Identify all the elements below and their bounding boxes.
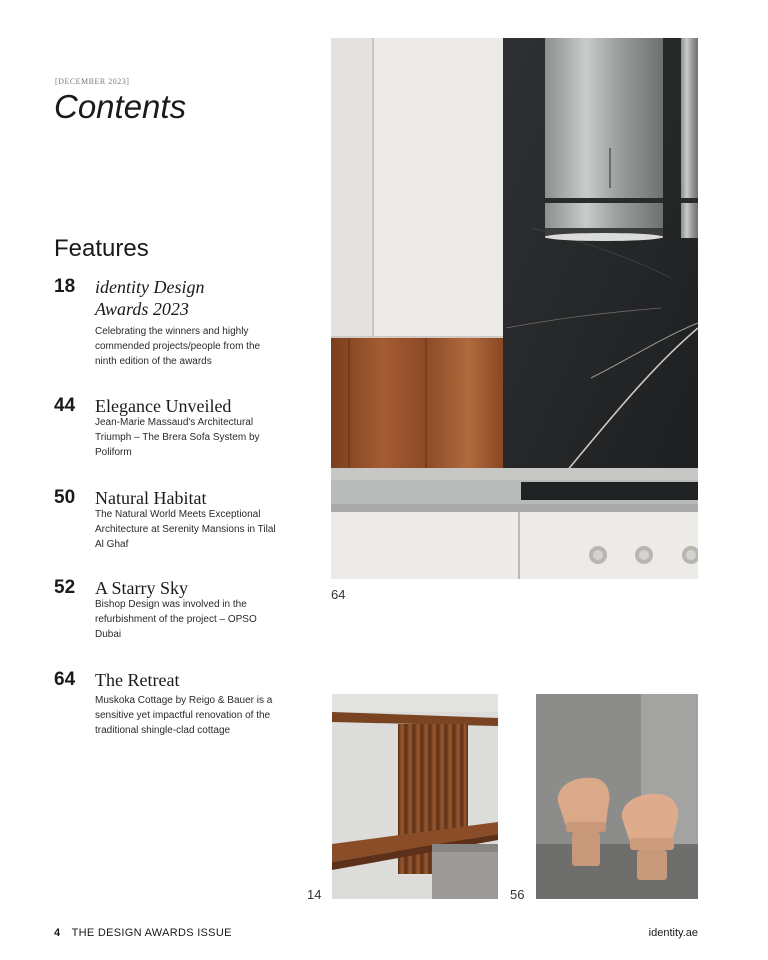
- footer-issue: [54, 927, 232, 939]
- feature-title[interactable]: Elegance Unveiled: [95, 396, 232, 416]
- feature-page-number: 52: [54, 577, 76, 598]
- kitchen-photo[interactable]: [331, 38, 698, 579]
- kitchen-illustration: [331, 38, 698, 579]
- feature-description: Jean-Marie Massaud's Architectural Triumph – The Brera Sofa System by Poliform: [95, 417, 260, 458]
- issue-date: [DECEMBER 2023]: [55, 77, 130, 86]
- footer-issue-name: THE DESIGN AWARDS ISSUE: [71, 927, 232, 939]
- footer-website-link[interactable]: identity.ae: [648, 927, 698, 939]
- kitchen-photo-caption: 64: [331, 587, 346, 602]
- shelf-photo[interactable]: [332, 694, 498, 899]
- feature-page-number: 50: [54, 487, 76, 508]
- feature-description: Bishop Design was involved in the refurbishment of the project – OPSO Dubai: [95, 599, 257, 640]
- feature-description: Celebrating the winners and highly commended projects/people from the ninth edition of the awards: [95, 326, 261, 367]
- feature-title[interactable]: A Starry Sky: [95, 578, 189, 598]
- feature-page-number: 44: [54, 395, 76, 416]
- chairs-illustration: [536, 694, 698, 899]
- feature-description: The Natural World Meets Exceptional Architecture at Serenity Mansions in Tilal Al Ghaf: [95, 509, 276, 550]
- feature-title[interactable]: identity Design Awards 2023: [95, 277, 205, 319]
- feature-description: Muskoka Cottage by Reigo & Bauer is a sensitive yet impactful renovation of the traditional shingle-clad cottage: [95, 695, 273, 736]
- footer-page-number: 4: [54, 927, 61, 939]
- shelf-illustration: [332, 694, 498, 899]
- feature-title[interactable]: The Retreat: [95, 670, 180, 690]
- section-heading: Features: [54, 235, 149, 262]
- feature-page-number: 64: [54, 669, 76, 690]
- feature-page-number: 18: [54, 276, 76, 297]
- chairs-photo[interactable]: [536, 694, 698, 899]
- chairs-photo-caption: 56: [510, 887, 525, 902]
- shelf-photo-caption: 14: [307, 887, 322, 902]
- feature-title[interactable]: Natural Habitat: [95, 488, 207, 508]
- page-title: Contents: [54, 88, 187, 125]
